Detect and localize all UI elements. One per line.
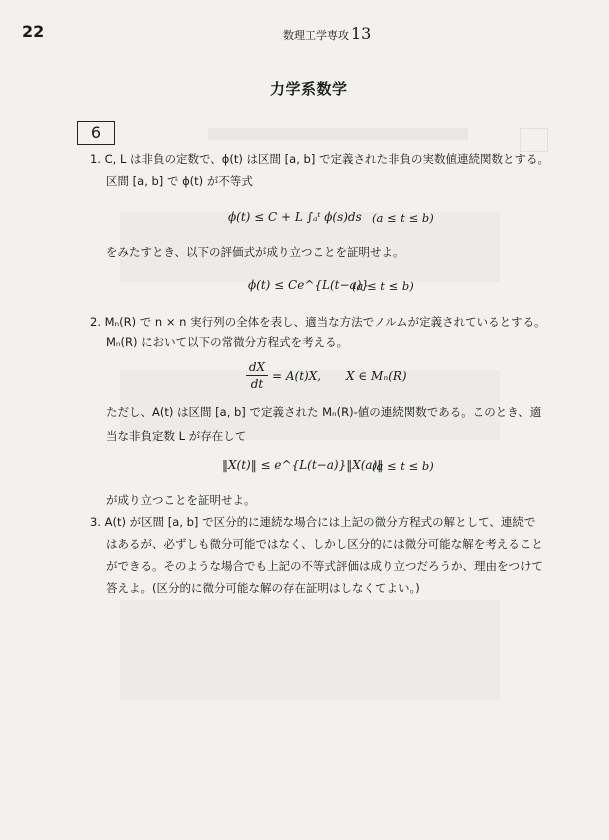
bleed-through-shape	[520, 128, 548, 152]
q3-line4: 答えよ。(区分的に微分可能な解の存在証明はしなくてよい。)	[106, 581, 420, 595]
q2-line4: 当な非負定数 L が存在して	[106, 429, 247, 443]
q1-formula2: ϕ(t) ≤ Ce^{L(t−a)}	[248, 278, 370, 292]
q2-formula3-condition: (a ≤ t ≤ b)	[372, 459, 434, 473]
q2-derivative-fraction	[246, 360, 268, 391]
q2-line2: Mₙ(R) において以下の常微分方程式を考える。	[106, 335, 349, 349]
q1-line1: 1. C, L は非負の定数で、ϕ(t) は区間 [a, b] で定義された非負の実数値連続関数とする。	[90, 152, 549, 166]
q2-equation-condition: X ∈ Mₙ(R)	[346, 369, 407, 383]
bleed-through-shape	[120, 600, 500, 700]
q1-formula2-condition: (a ≤ t ≤ b)	[352, 279, 414, 293]
section-number: 13	[351, 24, 372, 43]
q2-frac-bar	[246, 375, 268, 376]
section-label: 数理工学専攻	[283, 29, 349, 42]
q2-frac-numerator: dX	[248, 360, 266, 374]
q2-line5: が成り立つことを証明せよ。	[106, 493, 256, 507]
q1-formula1: ϕ(t) ≤ C + L ∫ₐᵗ ϕ(s)ds	[228, 210, 362, 224]
q2-line3: ただし、A(t) は区間 [a, b] で定義された Mₙ(R)-値の連続関数である。このとき、適	[106, 405, 542, 419]
q1-formula1-condition: (a ≤ t ≤ b)	[372, 211, 434, 225]
q2-line1: 2. Mₙ(R) で n × n 実行列の全体を表し、適当な方法でノルムが定義されているとする。	[90, 315, 546, 329]
bleed-through-shape	[208, 128, 468, 140]
q3-line1: 3. A(t) が区間 [a, b] で区分的に連続な場合には上記の微分方程式の解として、連続で	[90, 515, 536, 529]
problem-number-box: 6	[77, 121, 115, 145]
q2-equation-rhs: = A(t)X,	[272, 369, 322, 383]
q1-line2: 区間 [a, b] で ϕ(t) が不等式	[106, 174, 253, 188]
q3-line3: ができる。そのような場合でも上記の不等式評価は成り立つだろうか、理由をつけて	[106, 559, 543, 573]
page-header	[283, 24, 371, 43]
q1-line3: をみたすとき、以下の評価式が成り立つことを証明せよ。	[106, 245, 405, 259]
q2-frac-denominator: dt	[250, 377, 264, 391]
page-title: 力学系数学	[270, 80, 348, 98]
page-number: 22	[22, 22, 45, 41]
q3-line2: はあるが、必ずしも微分可能ではなく、しかし区分的には微分可能な解を考えること	[106, 537, 543, 551]
q2-formula3: ‖X(t)‖ ≤ e^{L(t−a)}‖X(a)‖	[222, 458, 384, 472]
